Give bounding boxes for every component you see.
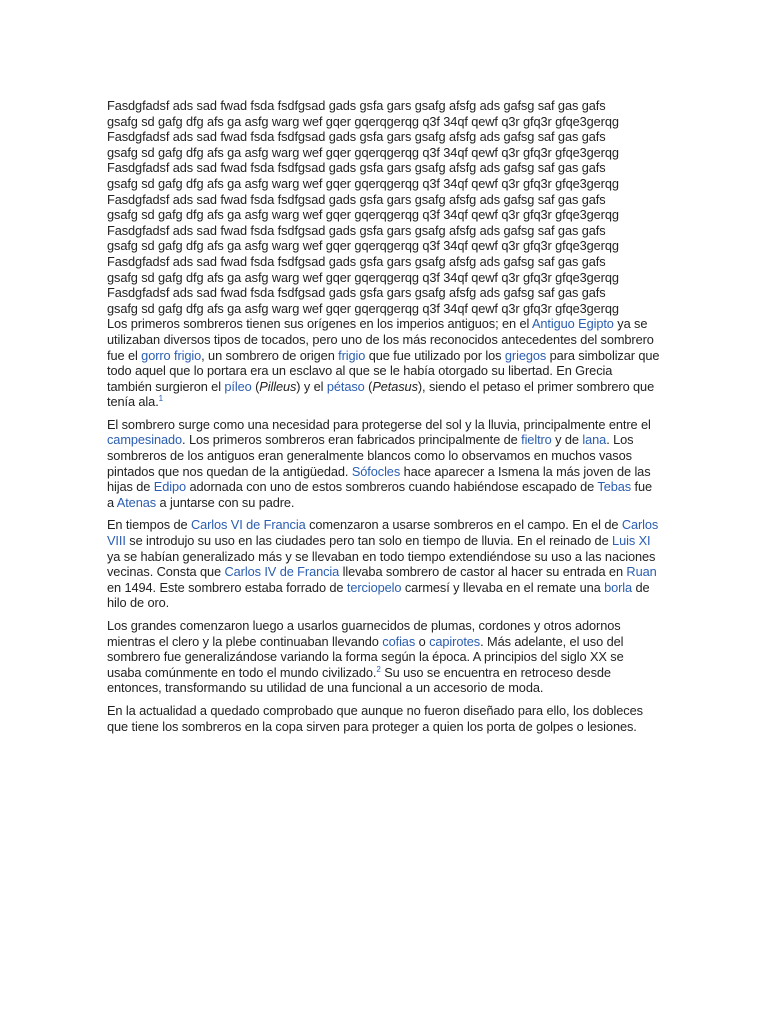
article-paragraph [107, 517, 660, 611]
filler-line: Fasdgfadsf ads sad fwad fsda fsdfgsad gads gsfa gars gsafg afsfg ads gafsg saf gas gafs [107, 253, 606, 269]
filler-line: gsafg sd gafg dfg afs ga asfg warg wef gqer gqerqgerqg q3f 34qf qewf q3r gfq3r gfqe3gerqg [107, 269, 619, 285]
paragraph-text: a juntarse con su padre. [156, 494, 295, 510]
wiki-link[interactable]: fieltro [521, 432, 552, 448]
wiki-link[interactable]: campesinado [107, 432, 183, 448]
paragraph-text: , un sombrero de origen [201, 347, 339, 363]
article-paragraph [107, 703, 660, 734]
wiki-link[interactable]: Antiguo Egipto [531, 316, 614, 332]
paragraph-text: Su uso se encuentra en retroceso desde entonces, transformando su utilidad de una funcional a un accesorio de moda. [107, 664, 611, 696]
wiki-link[interactable]: Tebas [597, 479, 632, 495]
paragraph-text: y de [551, 432, 583, 448]
paragraph-text: carmesí y llevaba en el remate una [401, 579, 605, 595]
paragraph-text: En tiempos de [107, 517, 191, 533]
wiki-link[interactable]: borla [604, 579, 633, 595]
wiki-link[interactable]: cofias [382, 633, 416, 649]
wiki-link[interactable]: Ruan [626, 564, 657, 580]
paragraph-text: se introdujo su uso en las ciudades pero tan solo en tiempo de lluvia. En el reinado de [125, 533, 613, 549]
wiki-link[interactable]: gorro frigio [141, 347, 202, 363]
filler-line: gsafg sd gafg dfg afs ga asfg warg wef gqer gqerqgerqg q3f 34qf qewf q3r gfq3r gfqe3gerqg [107, 113, 619, 129]
paragraph-text: ( [251, 378, 260, 394]
paragraph-text: llevaba sombrero de castor al hacer su entrada en [339, 564, 627, 580]
filler-line: Fasdgfadsf ads sad fwad fsda fsdfgsad gads gsfa gars gsafg afsfg ads gafsg saf gas gafs [107, 285, 606, 301]
article-paragraph [107, 316, 660, 410]
paragraph-text: . Más adelante, el uso del sombrero fue generalizándose variando la forma según la época. A principios del siglo XX se usaba comúnmente en todo el mundo civilizado. [107, 633, 624, 680]
footnote-ref[interactable]: 1 [158, 394, 164, 404]
filler-line: Fasdgfadsf ads sad fwad fsda fsdfgsad gads gsfa gars gsafg afsfg ads gafsg saf gas gafs [107, 222, 606, 238]
wiki-link[interactable]: Sófocles [351, 463, 401, 479]
filler-line: gsafg sd gafg dfg afs ga asfg warg wef gqer gqerqgerqg q3f 34qf qewf q3r gfq3r gfqe3gerqg [107, 207, 619, 223]
paragraph-text: En la actualidad a quedado comprobado que aunque no fueron diseñado para ello, los dobleces que tiene los sombreros en la copa sirven para proteger a quien los porta de golpes o lesiones. [107, 702, 643, 734]
paragraph-text: ) y el [296, 378, 327, 394]
filler-line: Fasdgfadsf ads sad fwad fsda fsdfgsad gads gsfa gars gsafg afsfg ads gafsg saf gas gafs [107, 160, 606, 176]
filler-line: Fasdgfadsf ads sad fwad fsda fsdfgsad gads gsfa gars gsafg afsfg ads gafsg saf gas gafs [107, 191, 606, 207]
paragraph-text: ), siendo el petaso el primer sombrero que tenía ala. [107, 378, 655, 410]
wiki-link[interactable]: Luis XI [612, 533, 651, 549]
filler-line: Fasdgfadsf ads sad fwad fsda fsdfgsad gads gsfa gars gsafg afsfg ads gafsg saf gas gafs [107, 98, 606, 113]
paragraph-text: Los grandes comenzaron luego a usarlos guarnecidos de plumas, cordones y otros adornos mientras el clero y la plebe continuaban llevando [107, 618, 621, 649]
italic-term: Petasus [372, 378, 418, 394]
paragraph-text: adornada con uno de estos sombreros cuando habiéndose escapado de [186, 479, 598, 495]
paragraph-text: o [415, 633, 430, 649]
article-paragraph [107, 417, 660, 511]
wiki-link[interactable]: lana [582, 432, 607, 448]
wiki-link[interactable]: Edipo [153, 479, 186, 495]
footnote-ref[interactable]: 2 [376, 664, 381, 674]
filler-line: gsafg sd gafg dfg afs ga asfg warg wef gqer gqerqgerqg q3f 34qf qewf q3r gfq3r gfqe3gerqg [107, 175, 619, 191]
paragraph-text: para simbolizar que todo aquel que lo portara era un esclavo al que se le había otorgado su libertad. En Grecia también surgieron el [107, 347, 660, 394]
paragraph-text: . Los primeros sombreros eran fabricados principalmente de [182, 432, 522, 448]
wiki-link[interactable]: capirotes [429, 633, 481, 649]
italic-term: Pilleus [259, 378, 297, 394]
wiki-link[interactable]: píleo [224, 378, 252, 394]
wiki-link[interactable]: frigio [338, 347, 366, 363]
paragraph-text: de hilo de oro. [107, 579, 650, 611]
wiki-link[interactable]: griegos [504, 347, 547, 363]
filler-text-block [107, 98, 660, 316]
paragraph-text: hace aparecer a Ismena la más joven de las hijas de [107, 463, 651, 495]
wiki-link[interactable]: Carlos VI de Francia [190, 517, 306, 533]
paragraph-text: Los primeros sombreros tienen sus orígenes en los imperios antiguos; en el [107, 316, 532, 332]
document-page [107, 98, 660, 741]
article-paragraph [107, 618, 660, 696]
wiki-link[interactable]: terciopelo [346, 579, 402, 595]
wiki-link[interactable]: Atenas [116, 494, 157, 510]
paragraph-text: El sombrero surge como una necesidad para protegerse del sol y la lluvia, principalmente entre el [107, 416, 651, 432]
paragraph-text: . Los sombreros de los antiguos eran generalmente blancos como lo observamos en muchos vasos pintados que nos quedan de la antigüedad. [107, 432, 634, 479]
paragraph-text: que fue utilizado por los [365, 347, 505, 363]
paragraph-text: ( [364, 378, 373, 394]
paragraph-text: ya se habían generalizado más y se llevaban en todo tiempo extendiéndose su uso a las naciones vecinas. Consta que [107, 548, 656, 580]
paragraph-text: fue a [107, 479, 653, 510]
filler-line: gsafg sd gafg dfg afs ga asfg warg wef gqer gqerqgerqg q3f 34qf qewf q3r gfq3r gfqe3gerqg [107, 300, 619, 316]
filler-line: gsafg sd gafg dfg afs ga asfg warg wef gqer gqerqgerqg q3f 34qf qewf q3r gfq3r gfqe3gerqg [107, 144, 619, 160]
paragraph-text: en 1494. Este sombrero estaba forrado de [107, 579, 347, 595]
filler-line: Fasdgfadsf ads sad fwad fsda fsdfgsad gads gsfa gars gsafg afsfg ads gafsg saf gas gafs [107, 129, 606, 145]
wiki-link[interactable]: pétaso [326, 378, 365, 394]
paragraph-text: comenzaron a usarse sombreros en el campo. En el de [305, 517, 622, 533]
wiki-link[interactable]: Carlos VIII [107, 517, 659, 549]
paragraph-text: ya se utilizaban diversos tipos de tocados, pero uno de los más reconocidos antecedentes del sombrero fue el [107, 316, 654, 363]
article-body [107, 316, 660, 734]
wiki-link[interactable]: Carlos IV de Francia [224, 564, 340, 580]
filler-line: gsafg sd gafg dfg afs ga asfg warg wef gqer gqerqgerqg q3f 34qf qewf q3r gfq3r gfqe3gerqg [107, 238, 619, 254]
